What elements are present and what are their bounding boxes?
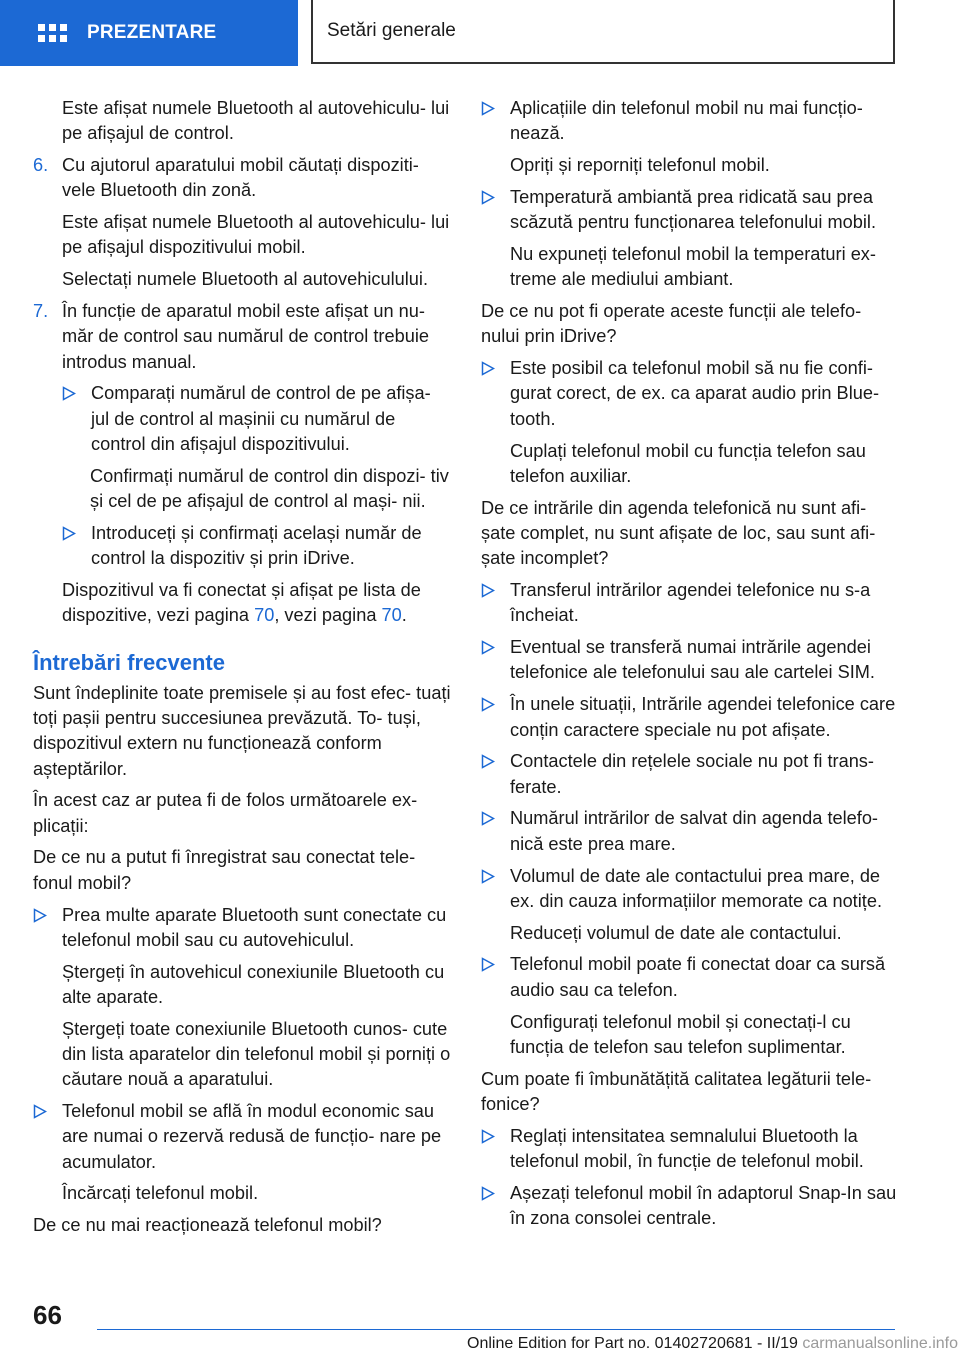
triangle-right-outline-icon [62, 386, 76, 401]
triangle-right-outline-icon [481, 361, 495, 376]
bullet-item [481, 635, 897, 686]
triangle-right-outline-icon [481, 640, 495, 655]
bullet-text: Telefonul mobil se află în modul economic sau are numai o rezervă redusă de funcțio‐ nare pe acumulator. [62, 1101, 442, 1172]
bullet-item [481, 952, 897, 1003]
paragraph: Nu expuneți telefonul mobil la temperaturi ex‐ treme ale mediului ambiant. [510, 243, 876, 290]
triangle-right-outline-icon [481, 583, 495, 598]
bullet-item [481, 692, 897, 743]
faq-question: De ce nu a putut fi înregistrat sau conectat tele‐ fonul mobil? [33, 847, 416, 893]
bullet-text: Comparați numărul de control de pe afișa‐ jul de control al mașinii cu numărul de control din afișajul dispozitivului. [91, 383, 431, 455]
paragraph: Ștergeți toate conexiunile Bluetooth cunos‐ cute din lista aparatelor din telefonul mobil și porniți o căutare nouă a aparatului. [62, 1018, 451, 1090]
triangle-right-outline-icon [481, 869, 495, 884]
left-column [33, 96, 451, 1245]
faq-question: De ce nu mai reacționează telefonul mobil? [33, 1215, 382, 1236]
bullet-text: În unele situații, Intrările agendei telefonice care conțin caractere speciale nu pot afișate. [510, 694, 896, 740]
triangle-right-outline-icon [481, 697, 495, 712]
bullet-text: Numărul intrărilor de salvat din agenda telefo‐ nică este prea mare. [510, 808, 878, 854]
paragraph: Ștergeți în autovehicul conexiunile Bluetooth cu alte aparate. [62, 961, 445, 1007]
bullet-text: Transferul intrărilor agendei telefonice nu s-a încheiat. [510, 580, 871, 626]
text-segment: , vezi pagina [274, 605, 382, 626]
page-link-70[interactable]: 70 [254, 605, 275, 626]
bullet-item [481, 749, 897, 800]
bullet-item [481, 864, 897, 915]
watermark: carmanualsonline.info [802, 1335, 958, 1352]
bullet-item [481, 1124, 897, 1175]
footer-edition [0, 1335, 958, 1353]
bullet-item [481, 578, 897, 629]
page-number: 66 [33, 1300, 62, 1330]
bullet-text: Volumul de date ale contactului prea mare, de ex. din cauza informațiilor memorate ca notițe. [510, 865, 883, 911]
step-number: 7. [33, 301, 49, 322]
paragraph-device-list [33, 578, 451, 629]
overview-nav-tab[interactable] [0, 0, 298, 66]
step-6 [33, 153, 451, 204]
bullet-text: Reglați intensitatea semnalului Bluetooth la telefonul mobil, în funcție de telefonul mobil. [510, 1125, 864, 1171]
paragraph: În acest caz ar putea fi de folos următoarele ex‐ plicații: [33, 790, 418, 836]
bullet-item [481, 1181, 897, 1232]
faq-question: De ce nu pot fi operate aceste funcții ale telefo‐ nului prin iDrive? [481, 301, 862, 347]
paragraph: Cuplați telefonul mobil cu funcția telefon sau telefon auxiliar. [510, 440, 866, 486]
bullet-item [481, 96, 897, 147]
bullet-text: Așezați telefonul mobil în adaptorul Snap-In sau în zona consolei centrale. [510, 1182, 897, 1229]
footer-divider [97, 1329, 895, 1330]
bullet-item [481, 185, 897, 236]
bullet-item [62, 521, 451, 572]
bullet-item [481, 356, 897, 432]
triangle-right-outline-icon [481, 1186, 495, 1201]
triangle-right-outline-icon [481, 1129, 495, 1144]
faq-question: Cum poate fi îmbunătățită calitatea legăturii tele‐ fonice? [481, 1068, 872, 1114]
triangle-right-outline-icon [481, 811, 495, 826]
grid-menu-icon [38, 24, 67, 42]
bullet-text: Eventual se transferă numai intrările agendei telefonice ale telefonului sau ale cartelei SIM. [510, 637, 875, 683]
page-link-70[interactable]: 70 [381, 605, 402, 626]
bullet-text: Aplicațiile din telefonul mobil nu mai funcțio‐ nează. [510, 98, 863, 144]
triangle-right-outline-icon [481, 957, 495, 972]
paragraph: Este afișat numele Bluetooth al autovehiculu‐ lui pe afișajul dispozitivului mobil. [62, 212, 450, 258]
edition-text: Online Edition for Part no. 01402720681 - II/19 [467, 1335, 798, 1352]
bullet-text: Contactele din rețelele sociale nu pot fi trans‐ ferate. [510, 751, 874, 797]
bullet-item [33, 1099, 451, 1175]
paragraph: Opriți și reporniți telefonul mobil. [510, 155, 770, 176]
paragraph: Reduceți volumul de date ale contactului. [510, 922, 842, 943]
text-segment: Dispozitivul va fi conectat și afișat pe lista de dispozitive, vezi pagina [62, 580, 421, 626]
paragraph: Încărcați telefonul mobil. [62, 1183, 259, 1204]
faq-question: De ce intrările din agenda telefonică nu sunt afi‐ șate complet, nu sunt afișate de loc, sau sunt afi‐ șate incomplet? [481, 497, 876, 569]
step-text: În funcție de aparatul mobil este afișat un nu‐ măr de control sau numărul de control trebuie introdus manual. [62, 301, 429, 372]
bullet-item [481, 806, 897, 857]
triangle-right-outline-icon [33, 908, 47, 923]
section-heading: Întrebări frecvente [33, 649, 225, 675]
bullet-item [33, 903, 451, 954]
triangle-right-outline-icon [481, 754, 495, 769]
step-7 [33, 299, 451, 375]
step-number: 6. [33, 155, 49, 176]
right-column [481, 96, 897, 1238]
triangle-right-outline-icon [481, 101, 495, 116]
page-header [0, 0, 960, 66]
paragraph: Este afișat numele Bluetooth al autovehiculu‐ lui pe afișajul de control. [62, 98, 450, 144]
bullet-text: Temperatură ambiantă prea ridicată sau prea scăzută pentru funcționarea telefonului mobil. [510, 186, 876, 233]
paragraph: Confirmați numărul de control din dispozi‐ tiv și cel de pe afișajul de control al mași‐ nii. [90, 465, 449, 512]
paragraph: Selectați numele Bluetooth al autovehiculului. [62, 269, 429, 290]
bullet-text: Introduceți și confirmați același număr de control la dispozitiv și prin iDrive. [91, 522, 422, 569]
step-text: Cu ajutorul aparatului mobil căutați dispoziti‐ vele Bluetooth din zonă. [62, 155, 419, 201]
bullet-text: Este posibil ca telefonul mobil să nu fie confi‐ gurat corect, de ex. ca aparat audio prin Blue‐ tooth. [510, 358, 880, 429]
bullet-text: Prea multe aparate Bluetooth sunt conectate cu telefonul mobil sau cu autovehiculul. [62, 904, 447, 950]
section-title-box [311, 0, 895, 64]
nav-tab-label: PREZENTARE [87, 22, 217, 43]
triangle-right-outline-icon [62, 526, 76, 541]
bullet-item [62, 381, 451, 457]
bullet-text: Telefonul mobil poate fi conectat doar ca sursă audio sau ca telefon. [510, 954, 886, 1000]
section-title: Setări generale [327, 20, 456, 41]
triangle-right-outline-icon [33, 1104, 47, 1119]
text-segment: . [401, 605, 407, 626]
triangle-right-outline-icon [481, 190, 495, 205]
paragraph: Configurați telefonul mobil și conectați-l cu funcția de telefon sau telefon suplimentar. [510, 1011, 851, 1057]
paragraph: Sunt îndeplinite toate premisele și au fost efec‐ tuați toți pașii pentru succesiunea prevăzută. To‐ tuși, dispozitivul extern nu funcționează conform așteptărilor. [33, 682, 451, 779]
